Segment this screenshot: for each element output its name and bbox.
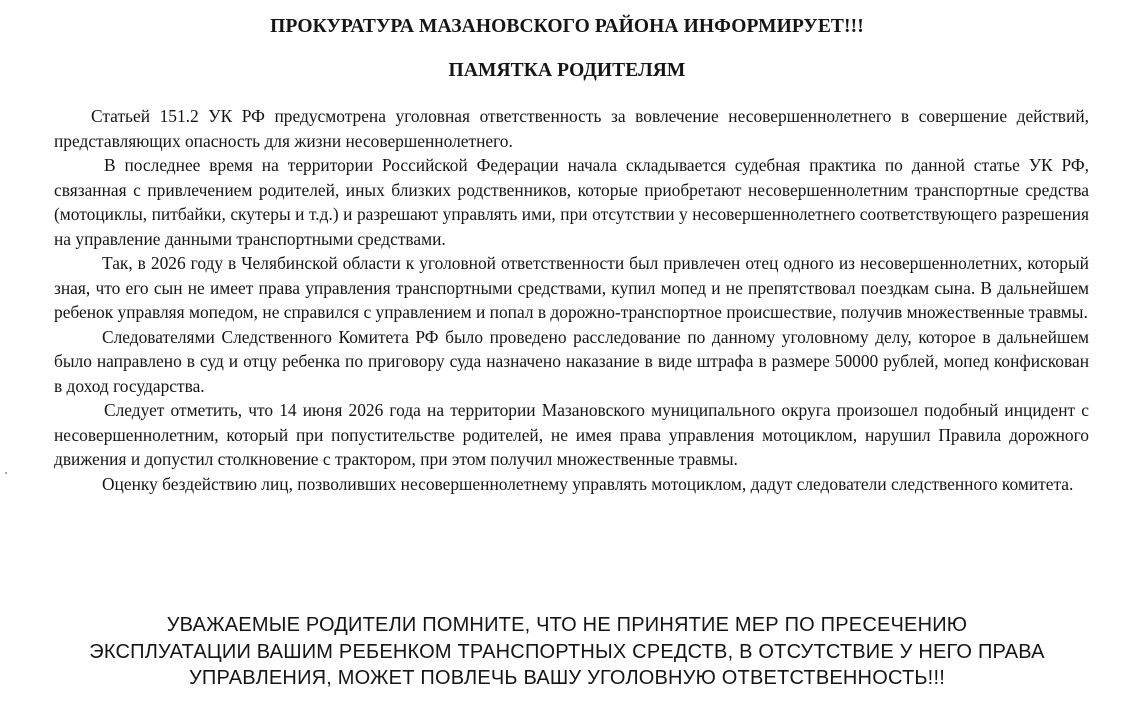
warning-block [30, 612, 1104, 692]
paragraph-3: Так, в 2026 году в Челябинской области к уголовной ответственности был привлечен отец одного из несовершеннолетних, который зная, что его сын не имеет права управления транспортными средствами, купил мопед и не препятствовал поездкам сына. В дальнейшем ребенок управляя мопедом, не справился с управлением и попал в дорожно-транспортное происшествие, получив множественные травмы. [54, 253, 1089, 322]
warning-line-2: ЭКСПЛУАТАЦИИ ВАШИМ РЕБЕНКОМ ТРАНСПОРТНЫХ СРЕДСТВ, В ОТСУТСТВИЕ У НЕГО ПРАВА [89, 640, 1045, 663]
warning-line-1: УВАЖАЕМЫЕ РОДИТЕЛИ ПОМНИТЕ, ЧТО НЕ ПРИНЯТИЕ МЕР ПО ПРЕСЕЧЕНИЮ [166, 614, 968, 636]
paragraph-6: Оценку бездействию лиц, позволивших несовершеннолетнему управлять мотоциклом, дадут следователи следственного комитета. [102, 473, 1074, 494]
paragraph-4: Следователями Следственного Комитета РФ было проведено расследование по данному уголовному делу, которое в дальнейшем было направлено в суд и отцу ребенка по приговору суда назначено наказание в виде штрафа в размере 50000 рублей, мопед конфискован в доход государства. [54, 326, 1089, 396]
paragraph-5: Следует отметить, что 14 июня 2026 года на территории Мазановского муниципального округа произошел подобный инцидент с несовершеннолетним, который при попустительстве родителей, не имея права управления мотоциклом, нарушил Правила дорожного движения и допустил столкновение с трактором, при этом получил множественные травмы. [54, 400, 1089, 469]
paragraph-2: В последнее время на территории Российской Федерации начала складывается судебная практика по данной статье УК РФ, связанная с привлечением родителей, иных близких родственников, которые приобретают несовершеннолетним транспортные средства (мотоциклы, питбайки, скутеры и т.д.) и разрешают управлять ими, при отсутствии у несовершеннолетнего соответствующего разрешения на управление данными транспортными средствами. [54, 155, 1089, 249]
document-body [54, 104, 1089, 496]
document-subheading: ПАМЯТКА РОДИТЕЛЯМ [448, 60, 686, 81]
scan-speck [5, 472, 7, 474]
document-heading: ПРОКУРАТУРА МАЗАНОВСКОГО РАЙОНА ИНФОРМИРУЕТ!!! [270, 16, 864, 37]
warning-line-3: УПРАВЛЕНИЯ, МОЖЕТ ПОВЛЕЧЬ ВАШУ УГОЛОВНУЮ ОТВЕТСТВЕННОСТЬ!!! [189, 667, 945, 689]
paragraph-1: Статьей 151.2 УК РФ предусмотрена уголовная ответственность за вовлечение несовершеннолетнего в совершение действий, представляющих опасность для жизни несовершеннолетнего. [54, 106, 1089, 151]
